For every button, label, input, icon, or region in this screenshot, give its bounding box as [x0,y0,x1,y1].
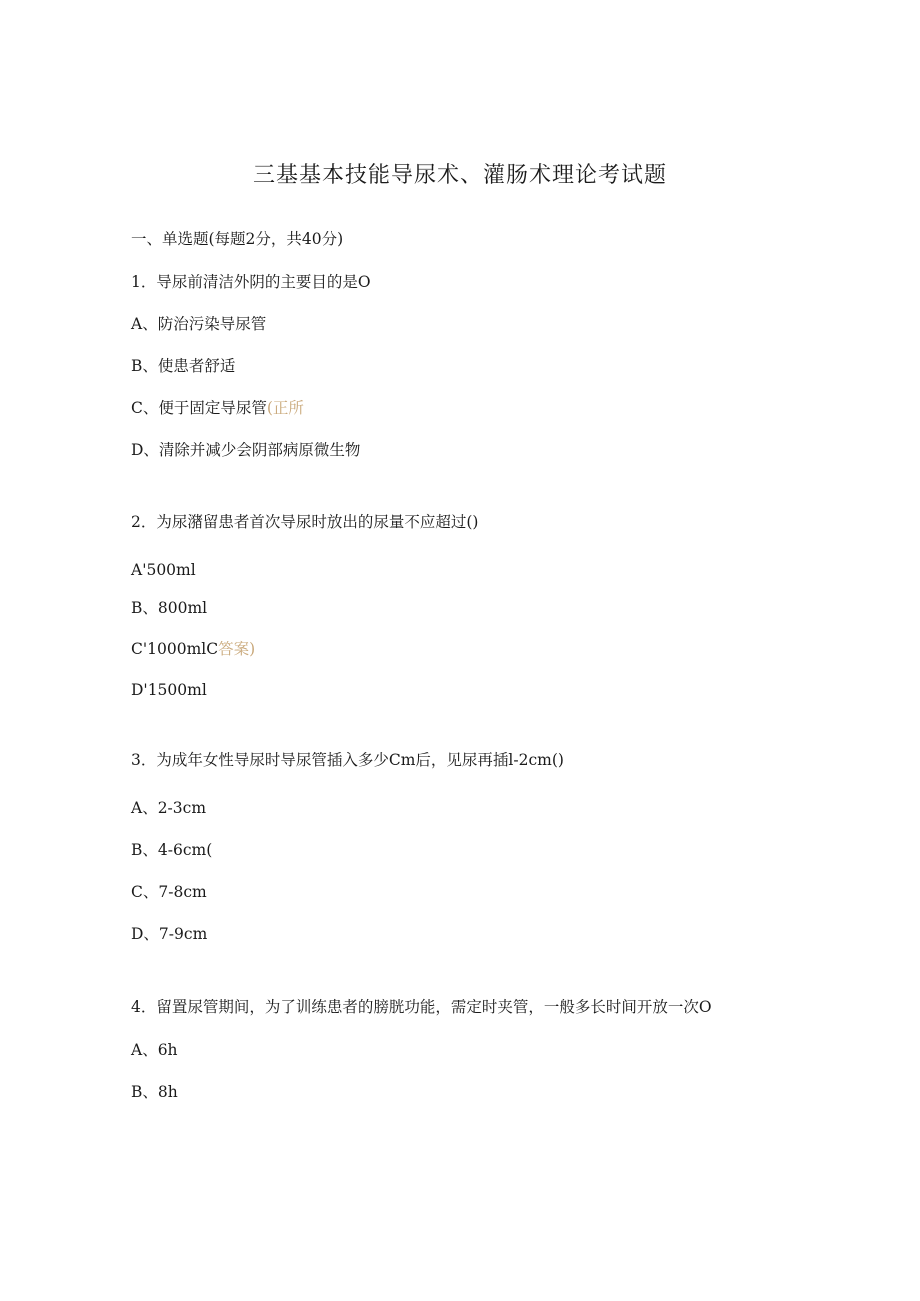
question-3-option-d: D、7-9cm [131,925,208,943]
question-2-option-b: B、800ml [131,599,208,617]
question-3-option-a: A、2-3cm [131,799,207,817]
section-heading: 一、单选题(每题2分，共40分) [131,230,344,248]
answer-mark: (正所 [266,399,304,417]
question-2-option-d: D'1500ml [131,681,207,699]
answer-mark: 答案) [218,640,256,658]
question-1-option-d: D、清除并减少会阴部病原微生物 [131,441,361,459]
question-1-option-a: A、防治污染导尿管 [131,315,267,333]
question-stem-2: 2．为尿潴留患者首次导尿时放出的尿量不应超过() [131,513,479,531]
page-title: 三基基本技能导尿术、灌肠术理论考试题 [252,163,667,188]
question-stem-1: 1．导尿前清洁外阴的主要目的是O [131,273,371,291]
question-4-option-a: A、6h [131,1041,178,1059]
option-text: C'1000mlC [131,640,219,658]
question-3-option-c: C、7-8cm [131,883,207,901]
question-1-option-c [131,398,304,418]
option-text: C、便于固定导尿管 [131,399,267,417]
question-stem-3: 3．为成年女性导尿时导尿管插入多少Cm后，见尿再插l-2cm() [131,751,564,769]
question-4-option-b: B、8h [131,1083,178,1101]
question-2-option-a: A'500ml [131,561,196,579]
question-stem-4: 4．留置尿管期间，为了训练患者的膀胱功能，需定时夹管，一般多长时间开放一次O [131,998,712,1016]
question-1-option-b: B、使患者舒适 [131,357,236,375]
question-3-option-b: B、4-6cm( [131,841,213,859]
question-2-option-c [131,639,255,659]
